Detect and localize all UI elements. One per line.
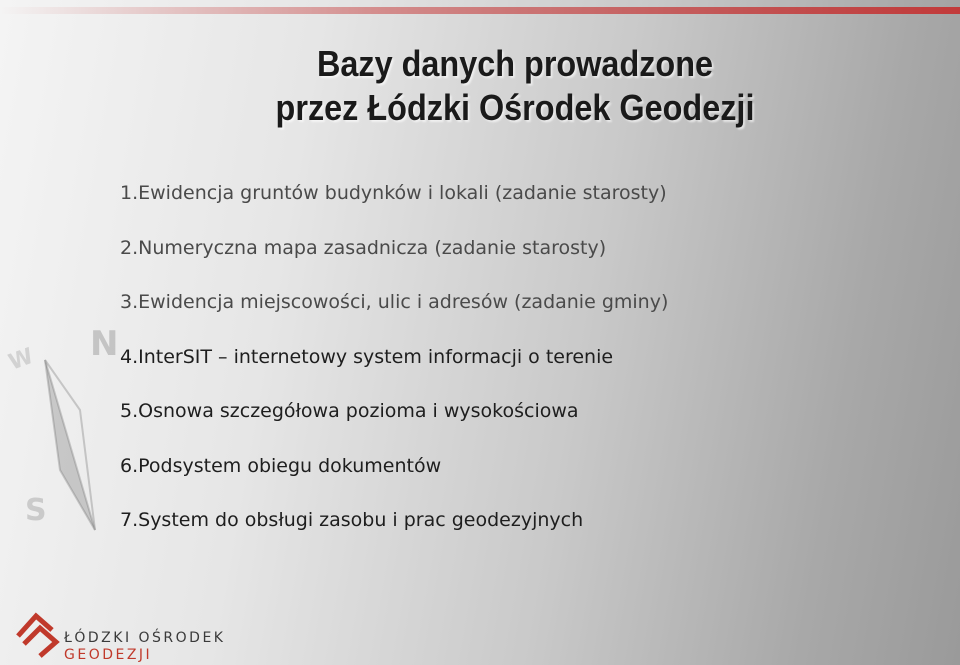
logo-line2: GEODEZJI [64, 647, 153, 663]
compass-letter-n: N [90, 324, 119, 364]
top-accent-bar [0, 7, 960, 14]
compass-letter-w: W [5, 343, 37, 376]
list-item-1: 1.Ewidencja gruntów budynków i lokali (zadanie starosty) [120, 182, 667, 204]
slide-title [0, 42, 960, 130]
logo-text [64, 630, 225, 664]
compass-letter-s: S [25, 493, 47, 528]
list-item-2: 2.Numeryczna mapa zasadnicza (zadanie starosty) [120, 236, 607, 259]
slide-title-line2: przez Łódzki Ośrodek Geodezji [275, 87, 755, 128]
list-item-3: 3.Ewidencja miejscowości, ulic i adresów (zadanie gminy) [120, 291, 669, 313]
list-item-5: 5.Osnowa szczegółowa pozioma i wysokościowa [120, 400, 579, 422]
database-list [120, 176, 668, 558]
list-item-4: 4.InterSIT – internetowy system informacji o terenie [120, 345, 614, 368]
slide-title-line1: Bazy danych prowadzone [316, 43, 714, 84]
logo-line1: ŁÓDZKI OŚRODEK [64, 630, 226, 646]
list-item-6: 6.Podsystem obiegu dokumentów [120, 454, 442, 477]
list-item-7: 7.System do obsługi zasobu i prac geodezyjnych [120, 509, 584, 531]
